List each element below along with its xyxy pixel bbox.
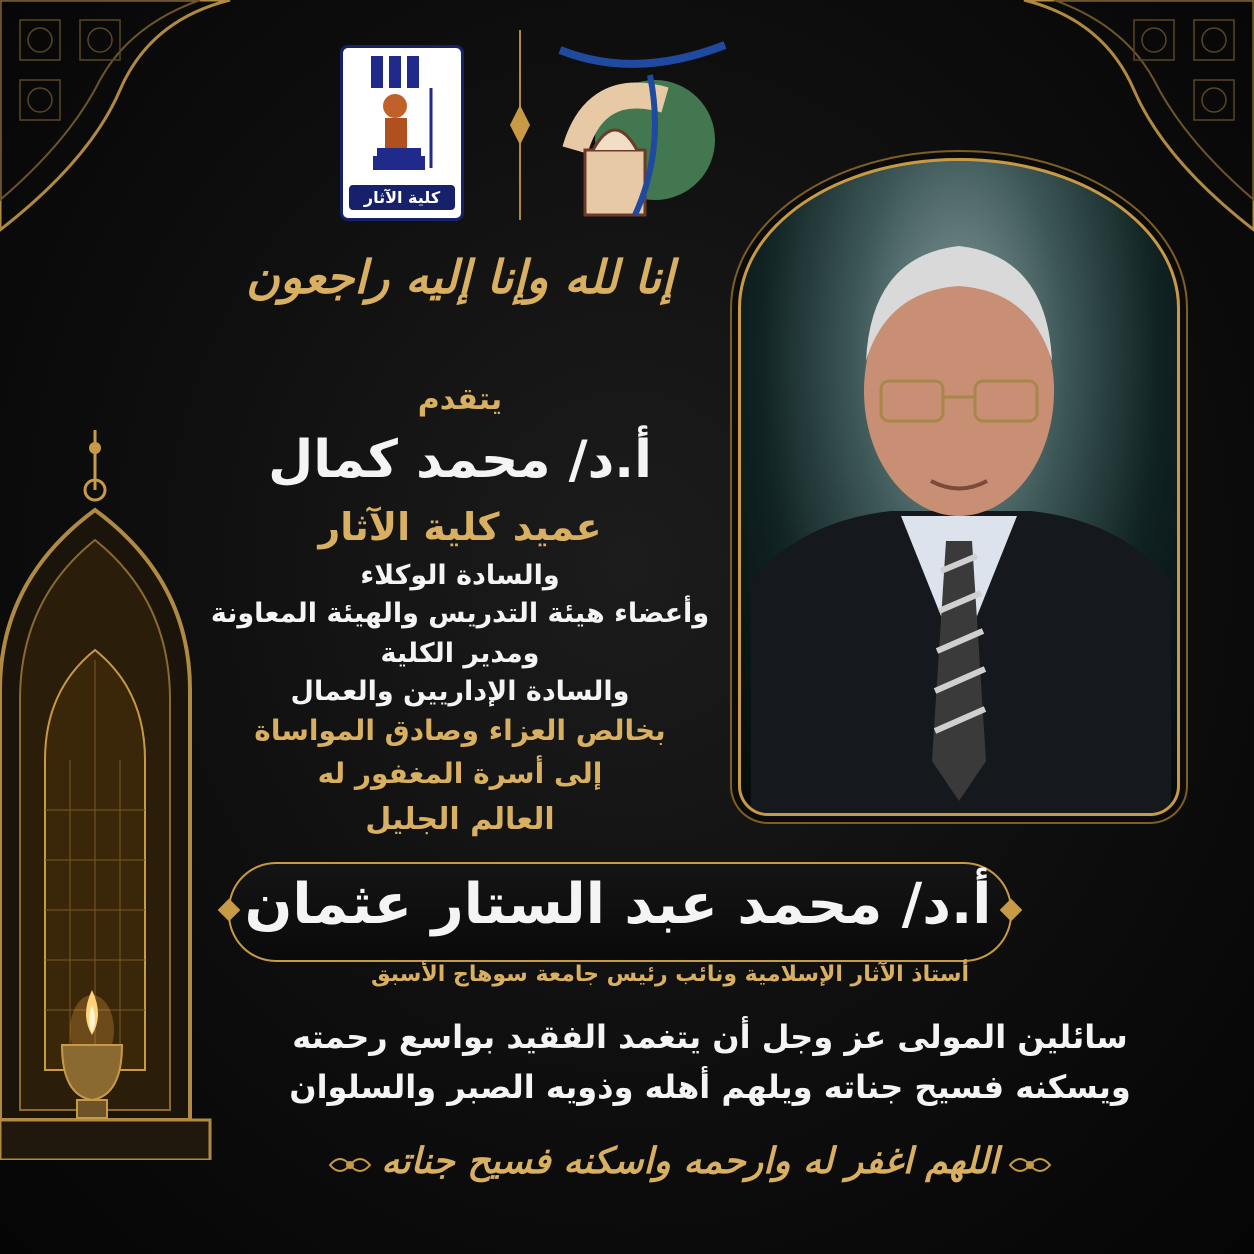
- portrait-photo: [741, 161, 1177, 813]
- portrait-frame: [738, 158, 1180, 816]
- dean-title: عميد كلية الآثار: [318, 505, 602, 549]
- presents-text: يتقدم: [417, 382, 503, 417]
- staff-line: والسادة الوكلاء: [360, 560, 560, 591]
- staff-line: ومدير الكلية: [380, 638, 540, 669]
- candle-icon: [52, 975, 132, 1125]
- ornament-left-icon: [325, 1150, 375, 1180]
- prayer-line: سائلين المولى عز وجل أن يتغمد الفقيد بواسع رحمته: [292, 1018, 1128, 1056]
- closing-prayer-calligraphy: اللهم اغفر له وارحمه واسكنه فسيح جناته: [381, 1140, 999, 1182]
- condolence-line: إلى أسرة المغفور له: [317, 757, 603, 790]
- university-logo: [555, 40, 730, 220]
- faculty-logo-text: كلية الآثار: [349, 185, 455, 210]
- corner-ornament-top-left: [0, 0, 240, 240]
- verse-calligraphy: إنا لله وإنا إليه راجعون: [246, 250, 674, 304]
- deceased-name: أ.د/ محمد عبد الستار عثمان: [244, 872, 992, 937]
- dean-name: أ.د/ محمد كمال: [268, 430, 652, 490]
- condolence-line: بخالص العزاء وصادق المواساة: [254, 714, 666, 747]
- faculty-logo: [340, 45, 464, 221]
- condolence-line: العالم الجليل: [365, 802, 555, 837]
- staff-line: وأعضاء هيئة التدريس والهيئة المعاونة: [210, 598, 710, 629]
- pharaoh-seated-icon: [343, 48, 461, 178]
- deceased-title: أستاذ الآثار الإسلامية ونائب رئيس جامعة سوهاج الأسبق: [370, 962, 970, 987]
- ornament-right-icon: [1005, 1150, 1055, 1180]
- staff-line: والسادة الإداريين والعمال: [290, 676, 630, 707]
- prayer-line: ويسكنه فسيح جناته ويلهم أهله وذويه الصبر والسلوان: [289, 1068, 1131, 1106]
- divider-ornament: [505, 30, 535, 220]
